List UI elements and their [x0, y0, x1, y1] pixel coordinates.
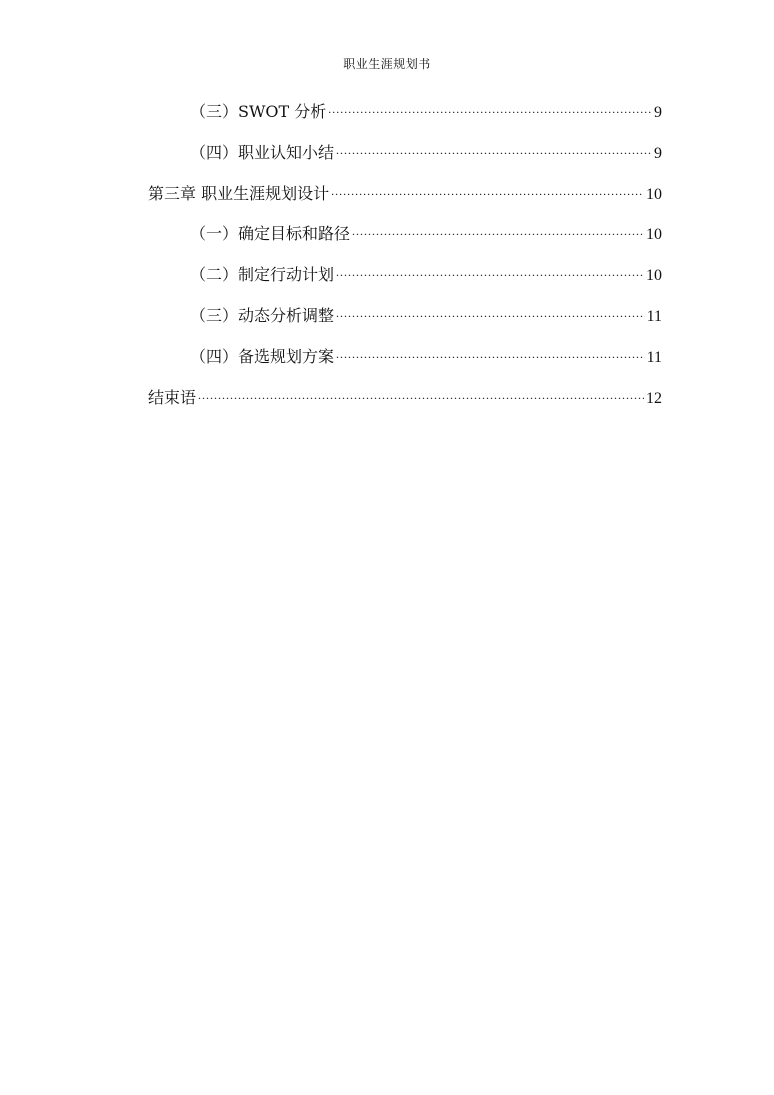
toc-entry-career-cognition-summary[interactable] — [148, 139, 662, 180]
toc-dot-leader — [336, 137, 652, 164]
toc-entry-action-plan[interactable] — [148, 261, 662, 302]
table-of-contents — [148, 98, 662, 424]
toc-dot-leader — [198, 382, 644, 409]
toc-page-number: 12 — [646, 389, 662, 407]
toc-entry-goals-and-paths[interactable] — [148, 220, 662, 261]
toc-entry-swot-analysis[interactable] — [148, 98, 662, 139]
toc-entry-conclusion[interactable] — [148, 384, 662, 425]
toc-entry-label: （四）职业认知小结 — [190, 142, 335, 162]
toc-page-number: 9 — [654, 144, 662, 162]
toc-dot-leader — [336, 300, 645, 327]
toc-page-number: 10 — [646, 267, 662, 285]
toc-page-number: 9 — [654, 104, 662, 121]
toc-page-number: 11 — [646, 307, 662, 325]
toc-dot-leader — [336, 341, 645, 368]
toc-entry-label: （四）备选规划方案 — [190, 346, 335, 366]
toc-page-number: 10 — [646, 185, 662, 203]
toc-entry-alternative-plan[interactable] — [148, 343, 662, 384]
toc-entry-dynamic-adjustment[interactable] — [148, 302, 662, 343]
toc-dot-leader — [328, 96, 652, 123]
toc-page-number: 10 — [646, 226, 662, 244]
toc-dot-leader — [331, 178, 644, 205]
toc-entry-label: 结束语 — [148, 387, 197, 407]
toc-entry-label: （一）确定目标和路径 — [190, 224, 351, 244]
toc-entry-label: 第三章 职业生涯规划设计 — [148, 183, 330, 203]
page-header-title: 职业生涯规划书 — [343, 57, 431, 71]
toc-entry-label: （三）SWOT 分析 — [190, 102, 327, 121]
toc-entry-chapter-three[interactable] — [148, 180, 662, 221]
toc-dot-leader — [336, 259, 644, 286]
toc-entry-label: （三）动态分析调整 — [190, 305, 335, 325]
toc-page-number: 11 — [646, 348, 662, 366]
toc-dot-leader — [352, 218, 644, 245]
toc-entry-label: （二）制定行动计划 — [190, 265, 335, 285]
